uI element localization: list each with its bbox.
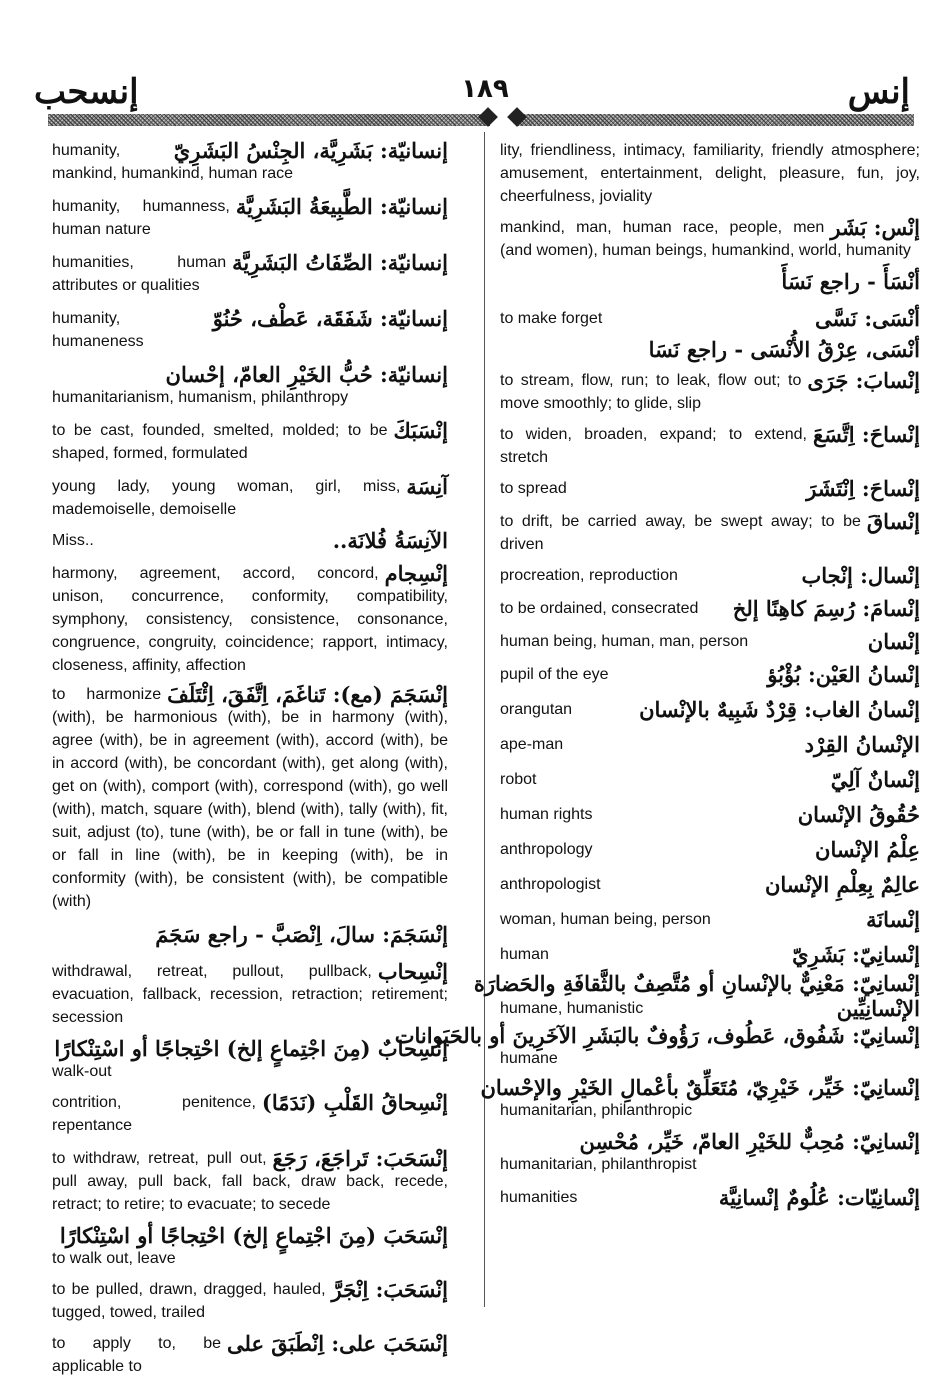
page-number: ١٨٩ (461, 74, 509, 104)
arabic-headword: إنْسَحَبَ على: اِنْطَبَقَ على (226, 1331, 448, 1356)
arabic-headword: إنْسانِيّ: بَشَرِيّ (792, 942, 920, 967)
arabic-headword: إنْسَجَمَ: سالَ، اِنْصَبَّ - راجع سَجَمَ (155, 922, 448, 947)
english-definition: procreation, reproduction (500, 567, 678, 584)
dictionary-entry (500, 139, 920, 208)
arabic-headword: إنسانيّة: حُبُّ الخَيْرِ العامّ، إحْسان (165, 362, 448, 387)
arabic-headword: إنْسانِيّات: عُلُومٌ إنْسانِيَّة (718, 1185, 920, 1210)
arabic-headword: إنسانيّة: الطَّبِيعَةُ البَشَرِيَّة (235, 194, 448, 219)
dictionary-entry (500, 698, 920, 721)
arabic-headword: إنْسال: إنْجاب (801, 563, 920, 588)
arabic-headword: إنْسان (867, 629, 920, 654)
dictionary-entry (480, 1075, 920, 1122)
arabic-headword: الآنِسَةُ فُلانَة.. (332, 528, 448, 553)
dictionary-entry (52, 307, 448, 353)
english-definition: to spread (500, 480, 567, 497)
dictionary-entry (500, 564, 920, 587)
english-definition: humane (500, 1050, 558, 1067)
english-definition: human (500, 946, 549, 963)
arabic-headword: إنْساحَ: اِنْتَشَرَ (806, 476, 920, 501)
arabic-headword: الإنْسانُ القِرْد (804, 732, 920, 757)
english-definition: to be pulled, drawn, dragged, hauled, tugged, towed, trailed (52, 1281, 326, 1321)
arabic-headword: إنْسانِيّ: خَيِّر، خَيْرِيّ، مُتَعَلِّقٌ بأعْمالِ الخَيْرِ والإحْسان (480, 1075, 920, 1100)
english-definition: humane, humanistic (500, 1000, 644, 1017)
arabic-headword: آنِسَة (406, 474, 448, 499)
dictionary-entry (52, 475, 448, 521)
dictionary-entry (52, 1037, 448, 1083)
dictionary-entry (500, 1186, 920, 1209)
english-definition: humanity, humaneness (52, 310, 144, 350)
dictionary-entry (500, 997, 920, 1020)
english-definition: humanities, human attributes or qualities (52, 254, 227, 294)
english-definition: to drift, be carried away, be swept away; to be driven (500, 513, 861, 553)
arabic-headword: أنْسَى، عِرْقُ الأُنْسَى - راجع نَسَا (648, 337, 920, 362)
arabic-headword: الإنْسانِيِّين (836, 996, 920, 1021)
english-definition: humanitarian, philanthropist (500, 1156, 697, 1173)
arabic-headword: حُقُوقُ الإنْسان (797, 802, 920, 827)
english-definition: woman, human being, person (500, 911, 711, 928)
english-definition: humanitarian, philanthropic (500, 1102, 693, 1119)
arabic-headword: إنْسابَ: جَرَى (807, 368, 920, 393)
dictionary-entry (52, 195, 448, 241)
arabic-headword: إنسانيّة: الصِّفَاتُ البَشَرِيَّة (232, 250, 448, 275)
english-definition: lity, friendliness, intimacy, familiarity, friendly atmosphere; amusement, entertainment, delight, pleasure, fun, joy, cheerfulness, joviality (500, 142, 920, 205)
english-definition: to be cast, founded, smelted, molded; to be shaped, formed, formulated (52, 422, 388, 462)
dictionary-entry (500, 630, 920, 653)
english-definition: humanity, mankind, humankind, human race (52, 142, 294, 182)
english-definition: to be ordained, consecrated (500, 600, 699, 617)
english-definition: walk-out (52, 1063, 112, 1080)
dictionary-entry (52, 923, 448, 946)
dictionary-entry (394, 1023, 920, 1070)
dictionary-entry (52, 251, 448, 297)
arabic-headword: إنْس: بَشَر (830, 215, 920, 240)
arabic-headword: أنْسَى: نَسَّى (814, 306, 920, 331)
dictionary-entry (500, 338, 920, 361)
dictionary-entry (52, 419, 448, 465)
dictionary-entry (500, 597, 920, 620)
dictionary-entry (500, 307, 920, 330)
arabic-headword: إنْسانِيّ: مَعْنِيٌّ بالإنْسانِ أو مُتَّصِفٌ بالثَّقافَةِ والحَضارَة (473, 971, 920, 996)
header-rule-left (48, 114, 490, 126)
dictionary-entry (500, 733, 920, 756)
arabic-headword: إنْسِجام (384, 561, 448, 586)
arabic-headword: إنْسامَ: رُسِمَ كاهِنًا إلخ (732, 596, 920, 621)
arabic-headword: إنْسِحاب (377, 959, 448, 984)
column-divider (484, 132, 485, 1307)
arabic-headword: عالِمٌ بِعِلْمِ الإنْسان (764, 872, 920, 897)
english-definition: robot (500, 771, 537, 788)
english-definition: harmony, agreement, accord, concord, unison, concurrence, conformity, compatibility, symphony, consistency, consistence, consonance, congruence, congruity, coincidence; rapport, intimacy, closeness, affinity, affection (52, 565, 448, 674)
english-definition: to widen, broaden, expand; to extend, stretch (500, 426, 807, 466)
dictionary-entry (500, 423, 920, 469)
arabic-headword: إنسانيّة: بَشَرِيَّة، الجِنْسُ البَشَرِيّ (173, 138, 448, 163)
arabic-headword: إنْسانٌ آلِيّ (830, 767, 920, 792)
english-definition: to withdraw, retreat, pull out, pull away, pull back, fall back, draw back, recede, retract; to retire; to evacuate; to secede (52, 1150, 448, 1213)
arabic-headword: إنْسَحَبَ: تَراجَعَ، رَجَعَ (272, 1146, 448, 1171)
english-definition: to make forget (500, 310, 603, 327)
arabic-headword: إنْسَجَمَ (مع): تَناغَمَ، اِتَّفَقَ، اِئْتَلَفَ (167, 682, 448, 707)
dictionary-entry (500, 216, 920, 262)
running-head-left: إنسحب (34, 72, 139, 112)
arabic-headword: عِلْمُ الإنْسان (815, 837, 920, 862)
english-definition: anthropology (500, 841, 593, 858)
arabic-headword: إنْساحَ: اِتَّسَعَ (812, 422, 920, 447)
arabic-headword: إنْسِحابٌ (مِنَ اجْتِماعٍ إلخ) احْتِجاجًا أو اسْتِنْكارًا (54, 1036, 448, 1061)
english-definition: to apply to, be applicable to (52, 1335, 221, 1375)
english-definition: humanitarianism, humanism, philanthropy (52, 389, 349, 406)
dictionary-entry (52, 1091, 448, 1137)
dictionary-entry (473, 971, 920, 996)
dictionary-entry (500, 1130, 920, 1176)
arabic-headword: إنْسَحَبَ (مِنَ اجْتِماعٍ إلخ) احْتِجاجًا أو اسْتِنْكارًا (59, 1223, 448, 1248)
dictionary-entry (500, 270, 920, 293)
arabic-headword: إنْسانُ العَيْن: بُؤْبُؤ (767, 662, 920, 687)
dictionary-entry (52, 683, 448, 913)
english-definition: pupil of the eye (500, 666, 609, 683)
dictionary-entry (500, 838, 920, 861)
arabic-headword: إنْسانَة (866, 907, 920, 932)
dictionary-entry (52, 363, 448, 409)
english-definition: contrition, penitence, repentance (52, 1094, 256, 1134)
dictionary-entry (500, 803, 920, 826)
english-definition: human rights (500, 806, 593, 823)
arabic-headword: إنْسَبَكَ (393, 418, 448, 443)
english-definition: ape-man (500, 736, 564, 753)
arabic-headword: إنْساقَ (866, 509, 920, 534)
header-rule-right (518, 114, 914, 126)
dictionary-entry (500, 663, 920, 686)
dictionary-entry (500, 369, 920, 415)
english-definition: human being, human, man, person (500, 633, 749, 650)
arabic-headword: إنْسَحَبَ: اِنْجَرَّ (331, 1277, 448, 1302)
english-definition: young lady, young woman, girl, miss, mademoiselle, demoiselle (52, 478, 401, 518)
arabic-headword: إنسانيّة: شَفَقَة، عَطْف، حُنُوّ (212, 306, 448, 331)
dictionary-entry (52, 1147, 448, 1216)
english-definition: to walk out, leave (52, 1250, 176, 1267)
english-definition: withdrawal, retreat, pullout, pullback, evacuation, fallback, recession, retraction; retirement; secession (52, 963, 448, 1026)
english-definition: Miss.. (52, 532, 94, 549)
arabic-headword: إنْسانِيّ: شَفُوق، عَطُوف، رَؤُوفٌ بالبَشَرِ الآخَرِينَ أو بالحَيَوانات (394, 1023, 920, 1048)
dictionary-entry (500, 873, 920, 896)
dictionary-entry (52, 529, 448, 552)
dictionary-entry (52, 1278, 448, 1324)
arabic-headword: أنْسَأَ - راجع نَسَأَ (781, 269, 920, 294)
dictionary-entry (500, 477, 920, 500)
english-definition: anthropologist (500, 876, 601, 893)
english-definition: mankind, man, human race, people, men (and women), human beings, humankind, world, humanity (500, 219, 911, 259)
arabic-headword: إنْسانُ الغاب: قِرْدٌ شَبِيهٌ بالإنْسان (639, 697, 920, 722)
dictionary-entry (500, 510, 920, 556)
english-definition: orangutan (500, 701, 573, 718)
dictionary-entry (500, 908, 920, 931)
dictionary-entry (500, 943, 920, 966)
arabic-headword: إنْسانِيّ: مُحِبٌّ للخَيْرِ العامّ، خَيِّر، مُحْسِن (579, 1129, 920, 1154)
dictionary-entry (52, 562, 448, 677)
dictionary-entry (52, 960, 448, 1029)
english-definition: to stream, flow, run; to leak, flow out; to move smoothly; to glide, slip (500, 372, 802, 412)
dictionary-entry (500, 768, 920, 791)
english-definition: to harmonize (with), be harmonious (with), be in harmony (with), agree (with), be in agreement (with), accord (with), be in accord (with), be concordant (with), get along (with), get on (with), comport (with), correspond (with), go well (with), match, square (with), blend (with), tally (with), fit, suit, adjust (to), tune (with), be or fall in tune (with), be or fall in line (with), be in keeping (with), be in conformity (with), be consistent (with), be compatible (with) (52, 686, 448, 910)
arabic-headword: إنْسِحاقُ القَلْبِ (نَدَمًا) (261, 1090, 448, 1115)
english-definition: humanity, humanness, human nature (52, 198, 230, 238)
left-column (52, 139, 448, 1378)
running-head-right: إنس (847, 72, 910, 112)
dictionary-entry (52, 1224, 448, 1270)
dictionary-entry (52, 139, 448, 185)
english-definition: humanities (500, 1189, 578, 1206)
dictionary-entry (52, 1332, 448, 1378)
